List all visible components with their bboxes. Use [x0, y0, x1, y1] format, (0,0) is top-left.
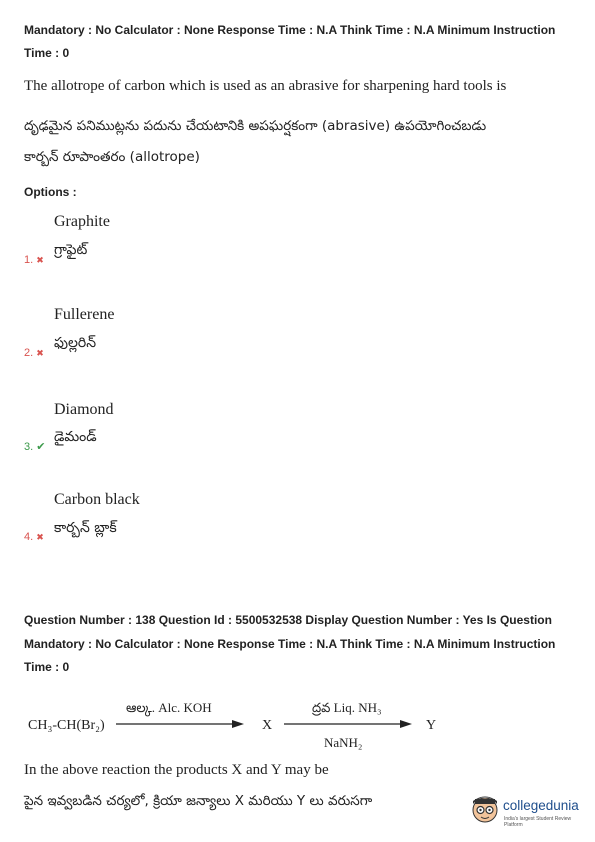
q138-meta-line3: Time : 0 — [24, 660, 70, 674]
q138-meta-line2: Mandatory : No Calculator : None Response Time : N.A Think Time : N.A Minimum Instruction — [24, 637, 556, 651]
option-2-number — [24, 347, 44, 359]
reaction-arrow-1 — [116, 718, 246, 730]
logo-name: collegedunia — [503, 798, 579, 813]
q137-meta-line1: Mandatory : No Calculator : None Response Time : N.A Think Time : N.A Minimum Instruction — [24, 23, 556, 37]
q138-question-te: పైన ఇవ్వబడిన చర్యలో, క్రియా జన్యాలు X మరియు Y లు వరుసగా — [24, 793, 373, 809]
option-1-num: 1. — [24, 254, 34, 266]
wrong-mark-icon: ✖ — [36, 532, 44, 542]
wrong-mark-icon: ✖ — [36, 348, 44, 358]
q137-meta-line2: Time : 0 — [24, 46, 70, 60]
option-3-en: Diamond — [54, 401, 114, 418]
arrow2-reagent-top: ద్రవ Liq. NH₃ — [312, 700, 382, 715]
option-3-te: డైమండ్ — [54, 429, 97, 445]
reactant: CH₃-CH(Br₂) — [28, 718, 105, 733]
option-3-num: 3. — [24, 441, 34, 453]
collegedunia-logo — [470, 792, 590, 832]
option-1-en: Graphite — [54, 213, 110, 230]
option-4-num: 4. — [24, 531, 34, 543]
arrow2-reagent-bottom: NaNH₂ — [324, 735, 363, 750]
options-label: Options : — [24, 185, 77, 199]
mascot-icon — [470, 792, 500, 826]
arrow1-reagent: ఆల్క. Alc. KOH — [126, 700, 212, 715]
logo-tagline: India's largest Student Review Platform — [504, 816, 572, 828]
q138-meta-line1: Question Number : 138 Question Id : 5500532538 Display Question Number : Yes Is Question — [24, 613, 552, 627]
q138-question-en: In the above reaction the products X and Y may be — [24, 762, 329, 778]
product-y: Y — [426, 718, 437, 733]
option-2-te: ఫుల్లరిన్ — [54, 335, 97, 351]
option-4-en: Carbon black — [54, 491, 140, 508]
q137-question-en: The allotrope of carbon which is used as an abrasive for sharpening hard tools is — [24, 78, 507, 94]
option-1-te: గ్రాఫైట్ — [54, 242, 88, 258]
reaction-arrow-2 — [284, 718, 414, 730]
option-3-number — [24, 440, 45, 453]
option-2-en: Fullerene — [54, 306, 115, 323]
q137-question-te-line1: దృఢమైన పనిముట్లను పదును చేయటానికి అపఘర్షకంగా (abrasive) ఉపయోగించబడు — [24, 118, 487, 134]
option-2-num: 2. — [24, 347, 34, 359]
q137-question-te-line2: కార్బన్ రూపాంతరం (allotrope) — [24, 149, 200, 165]
option-4-number — [24, 531, 44, 543]
option-1-number — [24, 254, 44, 266]
option-4-te: కార్బన్ బ్లాక్ — [54, 520, 117, 536]
wrong-mark-icon: ✖ — [36, 255, 44, 265]
check-mark-icon: ✔ — [36, 441, 46, 453]
product-x: X — [262, 718, 273, 733]
